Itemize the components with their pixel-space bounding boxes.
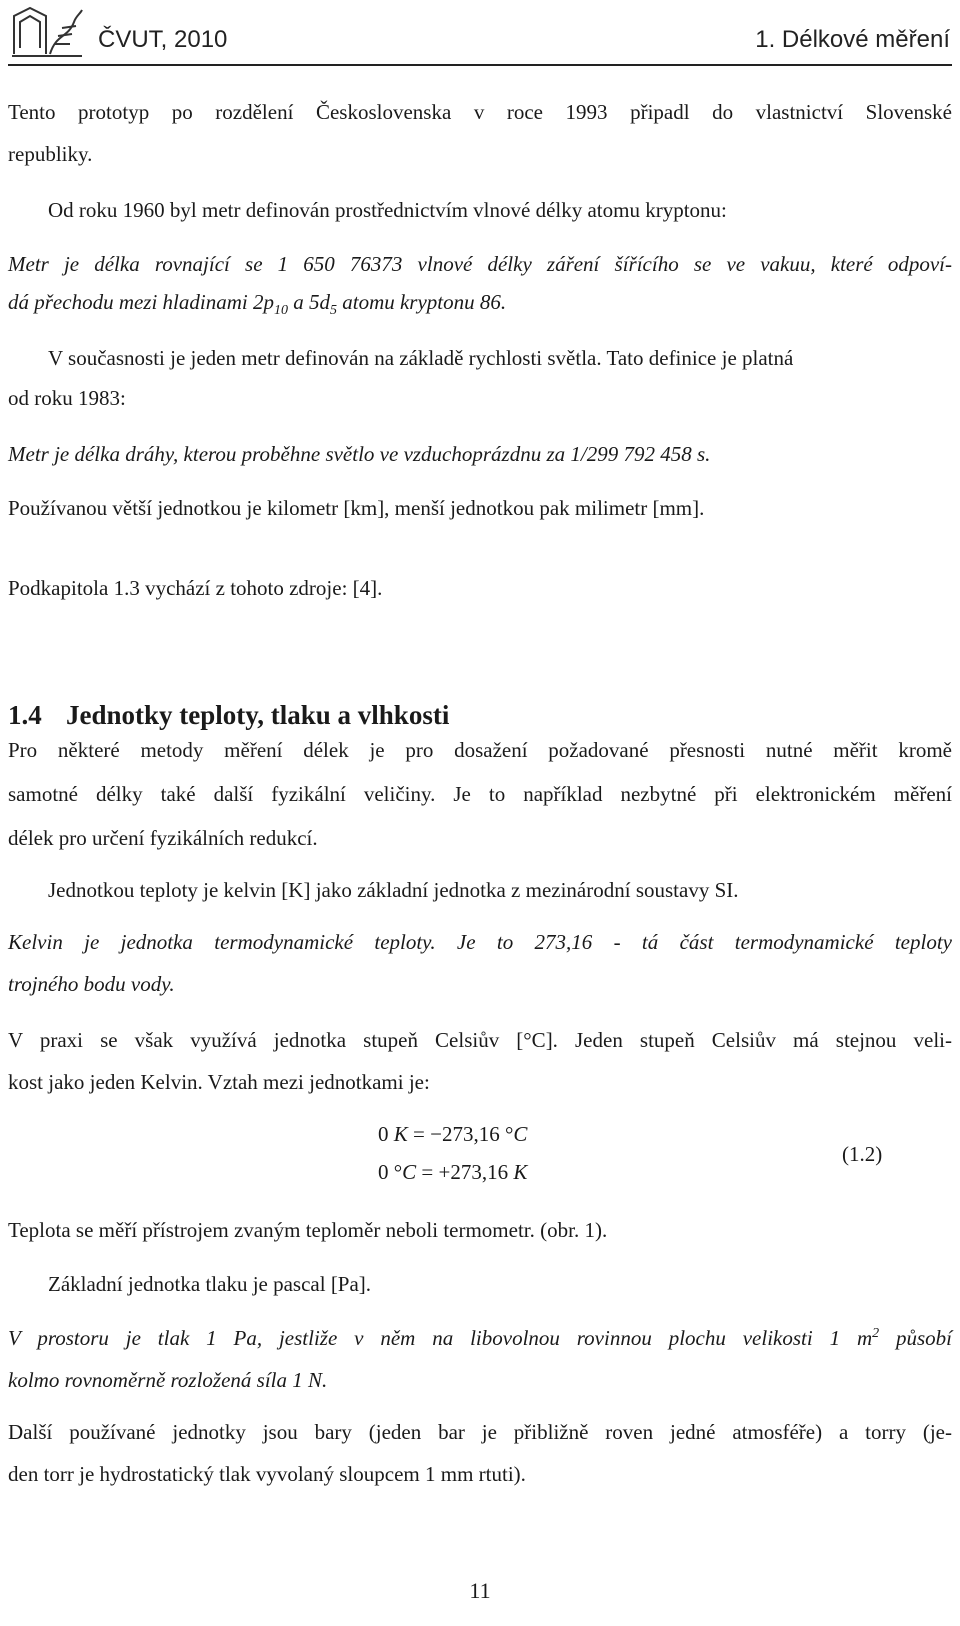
university-logo [10,4,84,58]
paragraph-line: Jednotkou teploty je kelvin [K] jako základní jednotka z mezinárodní soustavy SI. [48,878,739,902]
paragraph-line: Tento prototyp po rozdělení Československa v roce 1993 připadl do vlastnictví Slovenské [8,100,952,124]
header-chapter-title: 1. Délkové měření [755,26,950,53]
paragraph-line: den torr je hydrostatický tlak vyvolaný sloupcem 1 mm rtuti). [8,1462,526,1486]
definition-line: dá přechodu mezi hladinami $2p_{10}$ a $5d_5$ atomu kryptonu 86. [8,290,507,319]
paragraph-line: samotné délky také další fyzikální veličiny. Je to například nezbytné při elektronickém měření [8,782,952,806]
section-heading [8,700,449,731]
definition-line: kolmo rovnoměrně rozložená síla 1 N. [8,1368,328,1392]
paragraph-line: Od roku 1960 byl metr definován prostřednictvím vlnové délky atomu kryptonu: [48,198,727,222]
definition-line: Metr je délka dráhy, kterou proběhne světlo ve vzduchoprázdnu za 1/299 792 458 s. [8,442,711,466]
page-header [8,0,952,66]
paragraph-line: V praxi se však využívá jednotka stupeň Celsiův [°C]. Jeden stupeň Celsiův má stejnou veli- [8,1028,952,1052]
paragraph-line: kost jako jeden Kelvin. Vztah mezi jednotkami je: [8,1070,430,1094]
paragraph-line: délek pro určení fyzikálních redukcí. [8,826,318,850]
equation-row: 0 °C = +273,16 K [378,1160,528,1184]
paragraph-line: Podkapitola 1.3 vychází z tohoto zdroje: [4]. [8,576,383,600]
definition-line: V prostoru je tlak 1 Pa, jestliže v něm na libovolnou rovinnou plochu velikosti 1 $m^2$ působí [8,1326,952,1350]
definition-line: Metr je délka rovnající se 1 650 76373 vlnové délky záření šířícího se ve vakuu, které odpoví- [8,252,952,276]
paragraph-line: od roku 1983: [8,386,126,410]
paragraph-line: Pro některé metody měření délek je pro dosažení požadované přesnosti nutné měřit kromě [8,738,952,762]
paragraph-line: Základní jednotka tlaku je pascal [Pa]. [48,1272,372,1296]
definition-line: trojného bodu vody. [8,972,175,996]
definition-line: Kelvin je jednotka termodynamické teploty. Je to 273,16 - tá část termodynamické teploty [8,930,952,954]
page-number: 11 [469,1578,491,1603]
section-title: Jednotky teploty, tlaku a vlhkosti [66,700,450,730]
section-number: 1.4 [8,700,42,730]
equation-row: 0 K = −273,16 °C [378,1122,528,1146]
paragraph-line: Teplota se měří přístrojem zvaným teploměr neboli termometr. (obr. 1). [8,1218,608,1242]
paragraph-line: republiky. [8,142,93,166]
paragraph-line: Používanou větší jednotkou je kilometr [km], menší jednotkou pak milimetr [mm]. [8,496,705,520]
equation-label: (1.2) [842,1142,883,1166]
paragraph-line: V současnosti je jeden metr definován na základě rychlosti světla. Tato definice je platná [48,346,794,370]
header-school-year: ČVUT, 2010 [98,26,228,53]
paragraph-line: Další používané jednotky jsou bary (jeden bar je přibližně roven jedné atmosféře) a torry (je- [8,1420,952,1444]
